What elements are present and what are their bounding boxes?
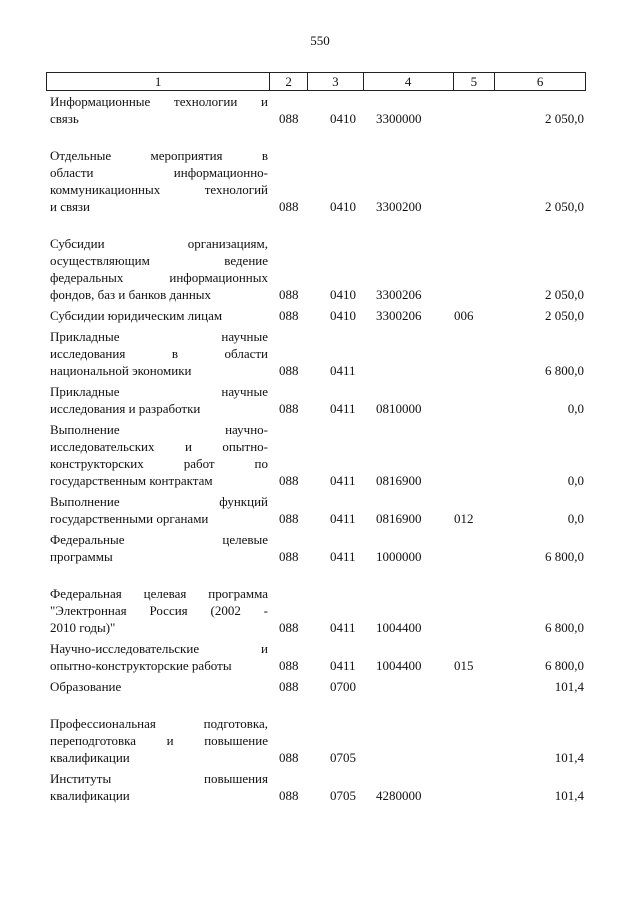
row-description bbox=[46, 421, 268, 489]
description-line: Субсидии юридическим лицам bbox=[50, 308, 223, 323]
description-line: программы bbox=[50, 549, 113, 564]
row-col-2: 088 bbox=[279, 788, 299, 803]
row-col-6: 2 050,0 bbox=[545, 308, 584, 323]
row-description bbox=[46, 307, 268, 324]
table-row bbox=[46, 531, 586, 565]
row-col-6: 6 800,0 bbox=[545, 549, 584, 564]
row-col-5: 012 bbox=[454, 511, 474, 526]
row-col-6: 0,0 bbox=[567, 511, 584, 526]
table-row bbox=[46, 383, 586, 417]
row-col-2: 088 bbox=[279, 401, 299, 416]
row-description bbox=[46, 531, 268, 565]
description-line: коммуникационных технологий bbox=[50, 182, 268, 197]
row-col-4: 3300206 bbox=[376, 287, 422, 302]
description-line: 2010 годы)" bbox=[50, 620, 116, 635]
description-line: исследовательских и опытно- bbox=[50, 439, 268, 454]
row-description bbox=[46, 678, 268, 695]
description-line: и связи bbox=[50, 199, 91, 214]
row-description bbox=[46, 147, 268, 215]
table-row bbox=[46, 640, 586, 674]
row-col-6: 0,0 bbox=[567, 473, 584, 488]
row-col-6: 2 050,0 bbox=[545, 111, 584, 126]
row-col-4: 4280000 bbox=[376, 788, 422, 803]
table-row bbox=[46, 147, 586, 215]
row-col-3: 0410 bbox=[330, 308, 356, 323]
description-line: фондов, баз и банков данных bbox=[50, 287, 212, 302]
row-col-3: 0411 bbox=[330, 511, 356, 526]
description-line: Федеральная целевая программа bbox=[50, 586, 268, 601]
header-col-6: 6 bbox=[536, 74, 544, 89]
row-col-3: 0410 bbox=[330, 111, 356, 126]
row-col-2: 088 bbox=[279, 473, 299, 488]
table-row bbox=[46, 585, 586, 636]
table-row bbox=[46, 421, 586, 489]
row-col-3: 0411 bbox=[330, 401, 356, 416]
row-col-4: 3300000 bbox=[376, 111, 422, 126]
description-line: Субсидии организациям, bbox=[50, 236, 268, 251]
row-col-4: 0816900 bbox=[376, 511, 422, 526]
row-col-3: 0410 bbox=[330, 199, 356, 214]
row-col-6: 0,0 bbox=[567, 401, 584, 416]
row-col-4: 0816900 bbox=[376, 473, 422, 488]
row-description bbox=[46, 235, 268, 303]
description-line: Институты повышения bbox=[50, 771, 268, 786]
row-col-3: 0705 bbox=[330, 750, 356, 765]
table-row bbox=[46, 307, 586, 324]
row-description bbox=[46, 715, 268, 766]
description-line: Прикладные научные bbox=[50, 384, 268, 399]
row-col-6: 101,4 bbox=[554, 750, 584, 765]
row-col-2: 088 bbox=[279, 363, 299, 378]
row-col-4: 0810000 bbox=[376, 401, 422, 416]
row-col-4: 1004400 bbox=[376, 658, 422, 673]
row-col-6: 101,4 bbox=[554, 788, 584, 803]
description-line: опытно-конструкторские работы bbox=[50, 658, 232, 673]
row-col-5: 015 bbox=[454, 658, 474, 673]
row-col-2: 088 bbox=[279, 679, 299, 694]
table-header bbox=[46, 72, 586, 91]
header-col-4: 4 bbox=[364, 73, 454, 90]
table-row bbox=[46, 93, 586, 127]
table-row bbox=[46, 678, 586, 695]
row-col-5: 006 bbox=[454, 308, 474, 323]
row-col-2: 088 bbox=[279, 549, 299, 564]
description-line: Информационные технологии и bbox=[50, 94, 268, 109]
description-line: Профессиональная подготовка, bbox=[50, 716, 268, 731]
row-col-2: 088 bbox=[279, 658, 299, 673]
description-line: государственным контрактам bbox=[50, 473, 213, 488]
row-col-2: 088 bbox=[279, 750, 299, 765]
row-col-2: 088 bbox=[279, 511, 299, 526]
description-line: Федеральные целевые bbox=[50, 532, 268, 547]
row-col-4: 1000000 bbox=[376, 549, 422, 564]
row-col-4: 1004400 bbox=[376, 620, 422, 635]
description-line: связь bbox=[50, 111, 79, 126]
description-line: исследования и разработки bbox=[50, 401, 201, 416]
row-col-2: 088 bbox=[279, 308, 299, 323]
description-line: федеральных информационных bbox=[50, 270, 268, 285]
description-line: Научно-исследовательские и bbox=[50, 641, 268, 656]
header-col-3: 3 bbox=[308, 73, 364, 90]
row-description bbox=[46, 383, 268, 417]
description-line: Прикладные научные bbox=[50, 329, 268, 344]
description-line: области информационно- bbox=[50, 165, 268, 180]
header-col-1: 1 bbox=[47, 73, 270, 90]
row-col-3: 0411 bbox=[330, 549, 356, 564]
description-line: Отдельные мероприятия в bbox=[50, 148, 268, 163]
row-col-3: 0411 bbox=[330, 363, 356, 378]
row-description bbox=[46, 328, 268, 379]
page-number: 550 bbox=[310, 33, 330, 48]
row-col-2: 088 bbox=[279, 620, 299, 635]
description-line: переподготовка и повышение bbox=[50, 733, 268, 748]
row-col-6: 101,4 bbox=[554, 679, 584, 694]
description-line: "Электронная Россия (2002 - bbox=[50, 603, 268, 618]
table-row bbox=[46, 770, 586, 804]
table-row bbox=[46, 493, 586, 527]
row-description bbox=[46, 640, 268, 674]
row-col-2: 088 bbox=[279, 199, 299, 214]
table-row bbox=[46, 715, 586, 766]
header-col-2: 2 bbox=[270, 73, 308, 90]
row-col-4: 3300206 bbox=[376, 308, 422, 323]
description-line: государственными органами bbox=[50, 511, 209, 526]
header-col-5: 5 bbox=[454, 73, 496, 90]
row-description bbox=[46, 493, 268, 527]
row-col-3: 0705 bbox=[330, 788, 356, 803]
row-col-3: 0700 bbox=[330, 679, 356, 694]
description-line: квалификации bbox=[50, 750, 130, 765]
description-line: Образование bbox=[50, 679, 122, 694]
description-line: конструкторских работ по bbox=[50, 456, 268, 471]
row-col-3: 0410 bbox=[330, 287, 356, 302]
table-body bbox=[46, 91, 586, 804]
row-col-6: 6 800,0 bbox=[545, 658, 584, 673]
row-description bbox=[46, 93, 268, 127]
row-col-2: 088 bbox=[279, 287, 299, 302]
row-col-3: 0411 bbox=[330, 473, 356, 488]
row-col-2: 088 bbox=[279, 111, 299, 126]
row-col-4: 3300200 bbox=[376, 199, 422, 214]
description-line: национальной экономики bbox=[50, 363, 192, 378]
row-col-6: 6 800,0 bbox=[545, 363, 584, 378]
row-col-6: 2 050,0 bbox=[545, 287, 584, 302]
row-description bbox=[46, 770, 268, 804]
description-line: Выполнение научно- bbox=[50, 422, 268, 437]
row-description bbox=[46, 585, 268, 636]
row-col-3: 0411 bbox=[330, 620, 356, 635]
description-line: осуществляющим ведение bbox=[50, 253, 268, 268]
description-line: Выполнение функций bbox=[50, 494, 268, 509]
row-col-6: 2 050,0 bbox=[545, 199, 584, 214]
description-line: квалификации bbox=[50, 788, 130, 803]
table-row bbox=[46, 235, 586, 303]
description-line: исследования в области bbox=[50, 346, 268, 361]
table-row bbox=[46, 328, 586, 379]
row-col-3: 0411 bbox=[330, 658, 356, 673]
row-col-6: 6 800,0 bbox=[545, 620, 584, 635]
